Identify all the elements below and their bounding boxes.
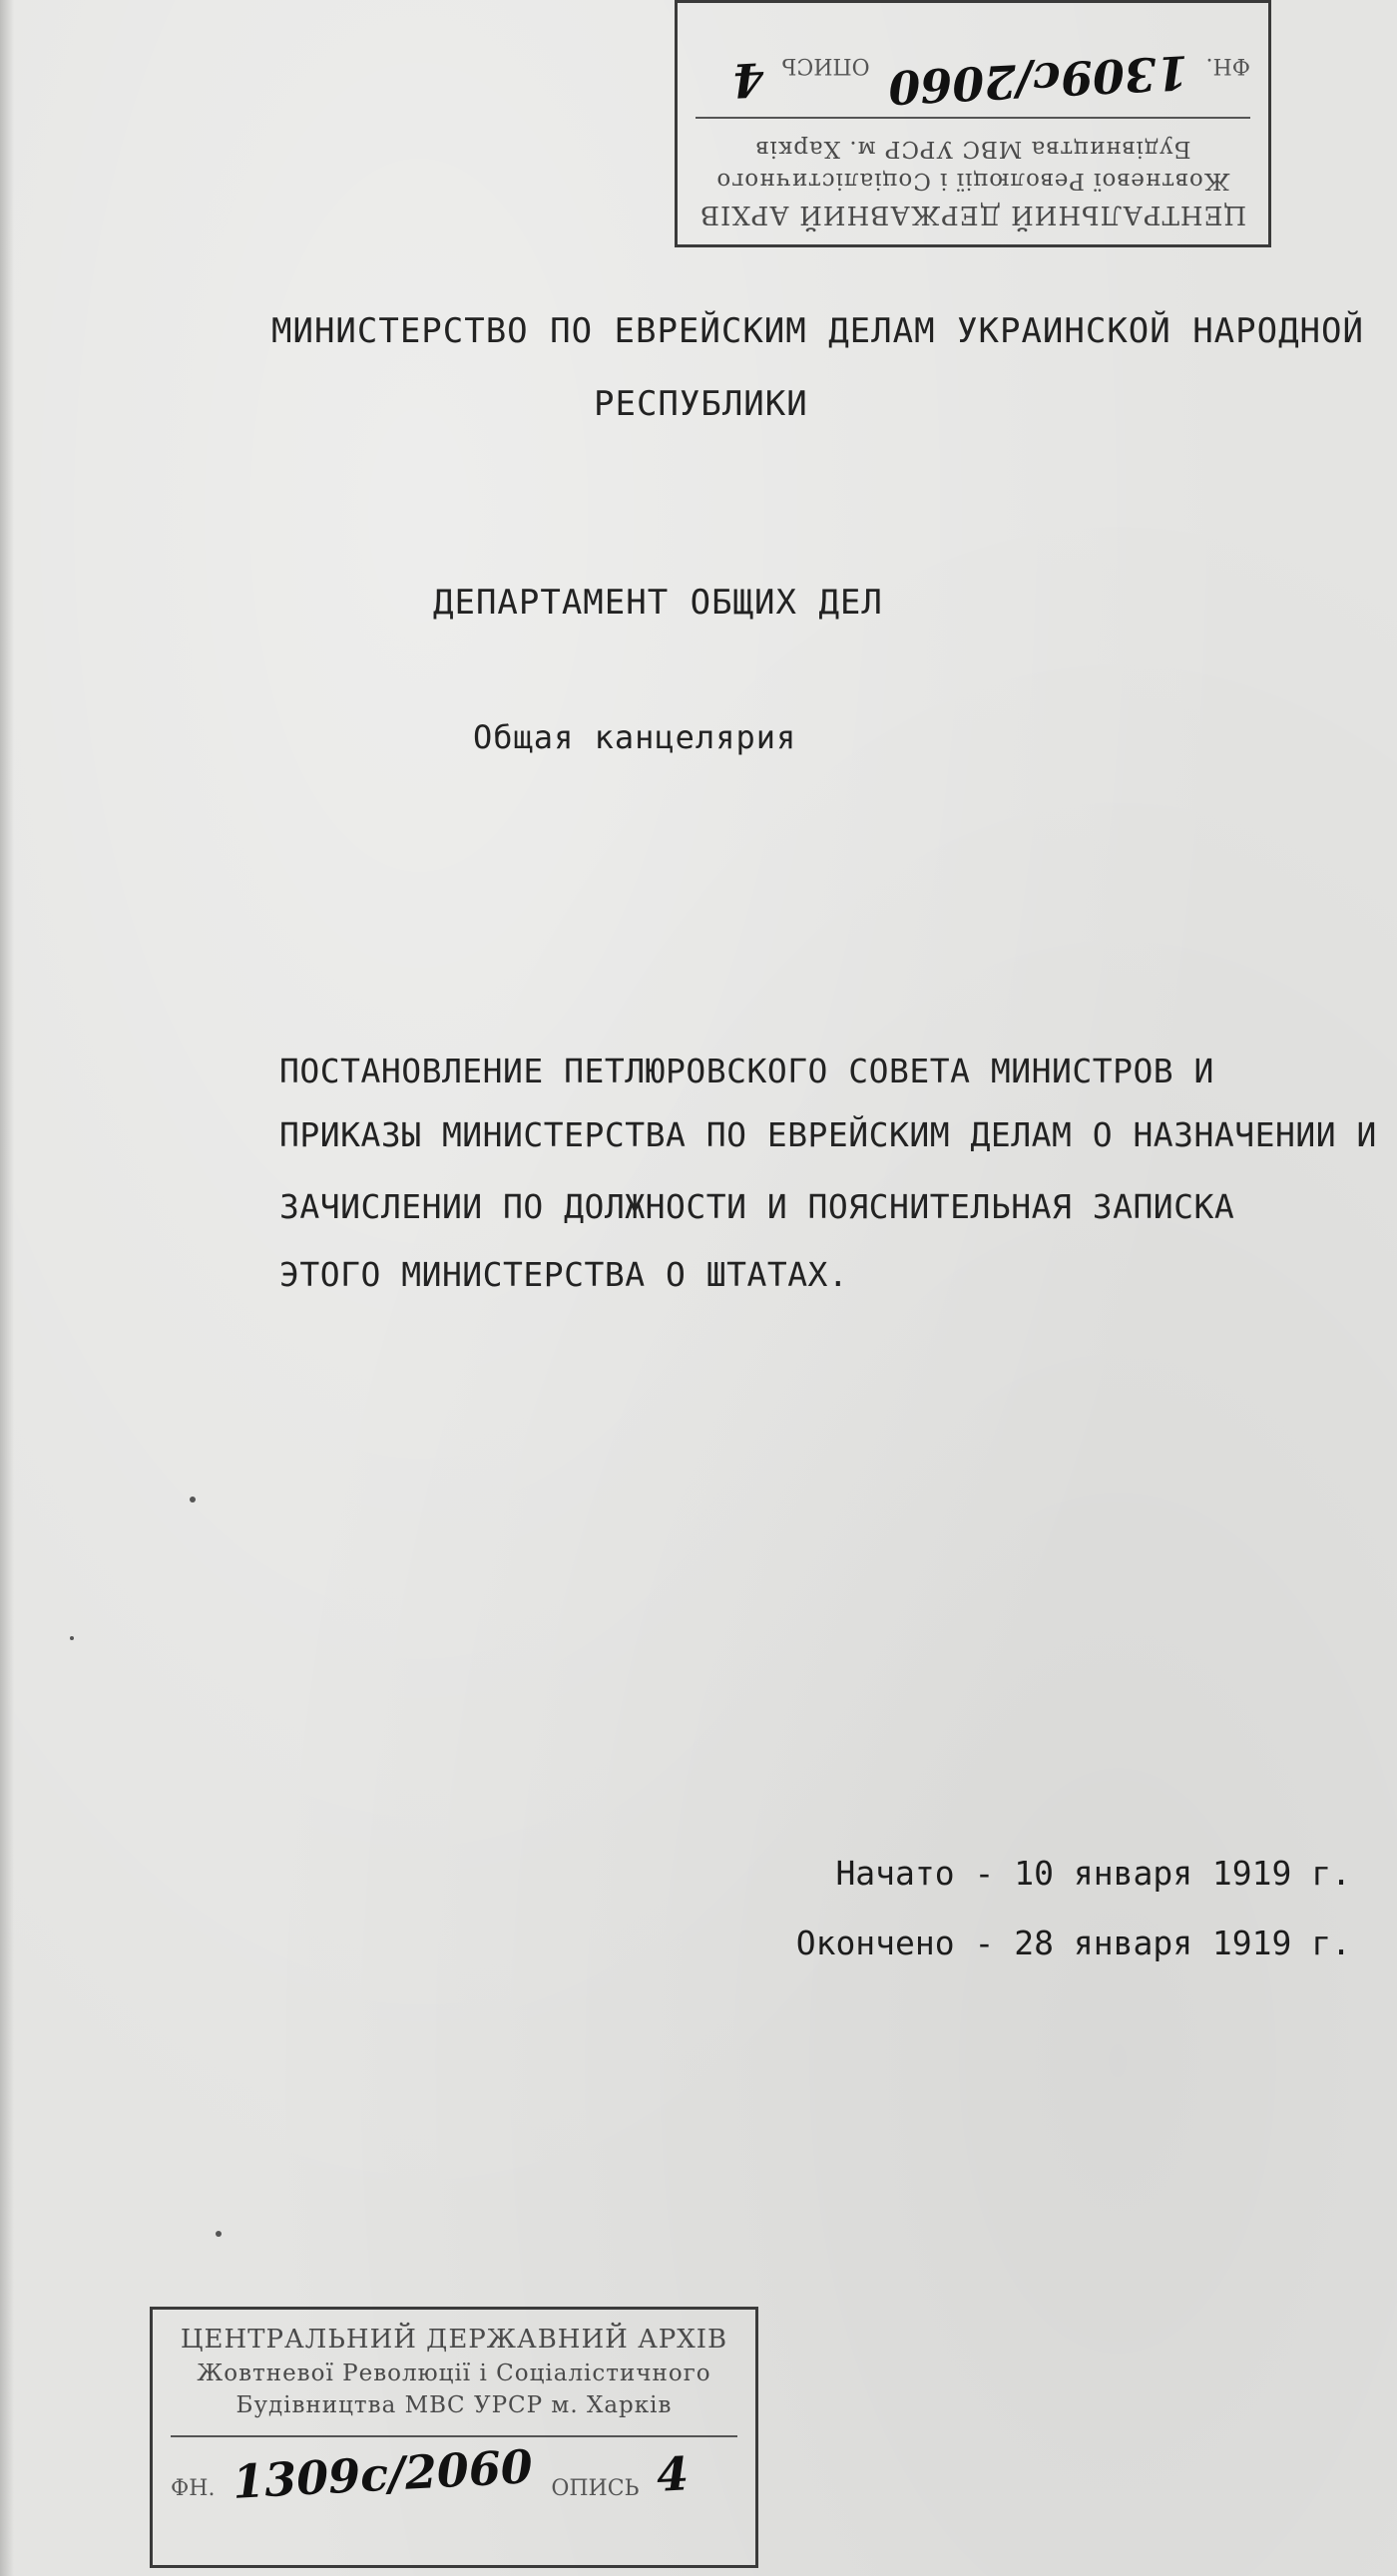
ministry-title-line-2: РЕСПУБЛИКИ [594,384,808,424]
department-title: ДЕПАРТАМЕНТ ОБЩИХ ДЕЛ [433,583,883,623]
archive-stamp-top [675,0,1271,247]
stamp-bottom-line-3: Будівництва МВС УРСР м. Харків [235,2392,673,2418]
paper-speck [70,1636,74,1640]
subject-line-2: ПРИКАЗЫ МИНИСТЕРСТВА ПО ЕВРЕЙСКИМ ДЕЛАМ О НАЗНАЧЕНИИ И [279,1115,1377,1154]
subject-line-3: ЗАЧИСЛЕНИИ ПО ДОЛЖНОСТИ И ПОЯСНИТЕЛЬНАЯ ЗАПИСКА [279,1187,1235,1226]
stamp-top-line-1: ЦЕНТРАЛЬНИЙ ДЕРЖАВНИЙ АРХІВ [698,200,1247,229]
stamp-bottom-fond-label: ФН. [171,2476,216,2501]
stamp-bottom-fields [171,2435,737,2509]
date-ended: Окончено - 28 января 1919 г. [795,1924,1351,1962]
stamp-top-fond-number: 1309с/2060 [886,45,1189,115]
stamp-bottom-opys-label: ОПИСЬ [551,2476,640,2501]
stamp-top-line-3: Будівництва МВС УРСР м. Харків [754,136,1191,162]
chancery-title: Общая канцелярия [473,718,797,756]
archive-stamp-bottom [150,2307,758,2568]
page-edge-shadow [0,0,14,2576]
stamp-top-opys-label: ОПИСЬ [781,53,870,78]
stamp-bottom-opys-number: 4 [656,2446,691,2502]
subject-line-1: ПОСТАНОВЛЕНИЕ ПЕТЛЮРОВСКОГО СОВЕТА МИНИСТРОВ И [279,1052,1214,1090]
stamp-top-line-2: Жовтневої Революції і Соціалістичного [715,168,1230,194]
paper-speck [190,1497,196,1503]
date-started: Начато - 10 января 1919 г. [835,1854,1351,1893]
ministry-title-line-1: МИНИСТЕРСТВО ПО ЕВРЕЙСКИМ ДЕЛАМ УКРАИНСКОЙ НАРОДНОЙ [271,311,1364,351]
paper-speck [216,2231,222,2237]
subject-line-4: ЭТОГО МИНИСТЕРСТВА О ШТАТАХ. [279,1255,849,1294]
stamp-bottom-line-1: ЦЕНТРАЛЬНИЙ ДЕРЖАВНИЙ АРХІВ [180,2325,728,2355]
stamp-bottom-fond-number: 1309с/2060 [232,2439,535,2509]
stamp-top-fields [696,45,1250,119]
stamp-top-fond-label: ФН. [1205,53,1250,78]
stamp-top-opys-number: 4 [730,52,765,108]
stamp-bottom-line-2: Жовтневої Революції і Соціалістичного [197,2361,711,2386]
